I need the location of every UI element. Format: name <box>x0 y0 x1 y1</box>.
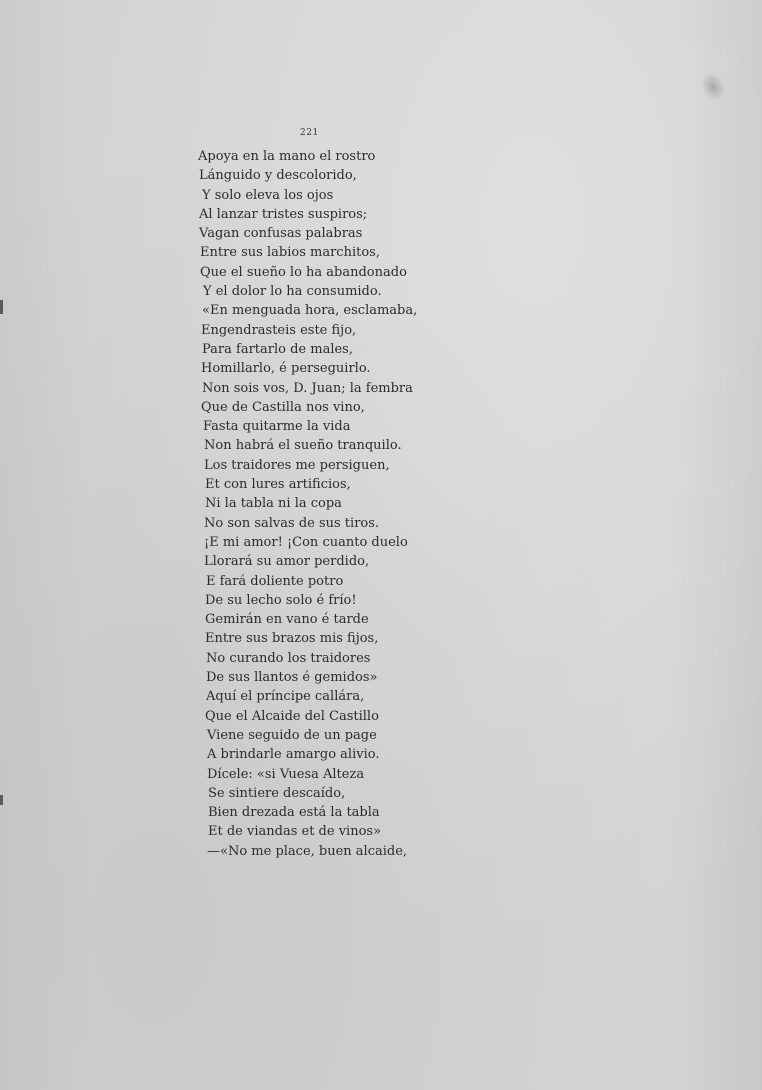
poem-line: Engendrasteis este fijo, <box>201 322 357 338</box>
poem-line: Lánguido y descolorido, <box>199 168 357 184</box>
poem-line: Viene seguido de un page <box>207 727 377 743</box>
poem-line: Entre sus labios marchitos, <box>200 245 380 261</box>
poem-text <box>198 147 417 861</box>
poem-line: De sus llantos é gemidos» <box>206 670 378 686</box>
page-smudge <box>697 69 730 105</box>
poem-line: Llorará su amor perdido, <box>204 554 370 570</box>
poem-line: ¡E mi amor! ¡Con cuanto duelo <box>204 534 408 550</box>
poem-line: Aquí el príncipe callára, <box>206 689 365 705</box>
poem-line: «En menguada hora, esclamaba, <box>202 303 418 319</box>
left-edge-mark <box>0 795 3 805</box>
poem-line: Y el dolor lo ha consumido. <box>203 284 382 300</box>
poem-line: A brindarle amargo alivio. <box>207 747 380 763</box>
poem-line: Que el sueño lo ha abandonado <box>200 264 407 280</box>
left-edge-mark <box>0 300 3 314</box>
poem-line: —«No me place, buen alcaide, <box>207 843 408 859</box>
poem-line: Non habrá el sueño tranquilo. <box>204 438 402 454</box>
poem-line: No son salvas de sus tiros. <box>204 515 380 531</box>
poem-line: Que el Alcaide del Castillo <box>205 708 379 724</box>
poem-line: Ni la tabla ni la copa <box>205 496 342 512</box>
poem-line: Al lanzar tristes suspiros; <box>199 206 368 222</box>
poem-line: Et con lures artificios, <box>205 477 351 493</box>
poem-line: Fasta quitarme la vida <box>203 419 351 435</box>
page-number: 221 <box>300 128 319 138</box>
poem-line: No curando los traidores <box>206 650 371 666</box>
poem-line: Para fartarlo de males, <box>202 341 353 357</box>
poem-line: Apoya en la mano el rostro <box>198 149 376 164</box>
poem-line: Se sintiere descaído, <box>208 785 346 801</box>
poem-line: Vagan confusas palabras <box>199 226 363 242</box>
poem-line: De su lecho solo é frío! <box>205 592 357 608</box>
poem-line: Los traidores me persiguen, <box>204 457 390 473</box>
poem-line: Non sois vos, D. Juan; la fembra <box>202 380 413 396</box>
poem-line: Homillarlo, é perseguirlo. <box>201 361 371 377</box>
poem-line: Dícele: «si Vuesa Alteza <box>207 766 365 782</box>
poem-line: Et de viandas et de vinos» <box>208 824 382 840</box>
poem-line: Que de Castilla nos vino, <box>201 399 365 415</box>
poem-line: Bien drezada está la tabla <box>208 805 380 821</box>
poem-line: Gemirán en vano é tarde <box>205 612 369 628</box>
poem-line: Y solo eleva los ojos <box>202 187 334 203</box>
poem-line: E fará doliente potro <box>206 573 344 589</box>
poem-line: Entre sus brazos mis fijos, <box>205 631 379 647</box>
